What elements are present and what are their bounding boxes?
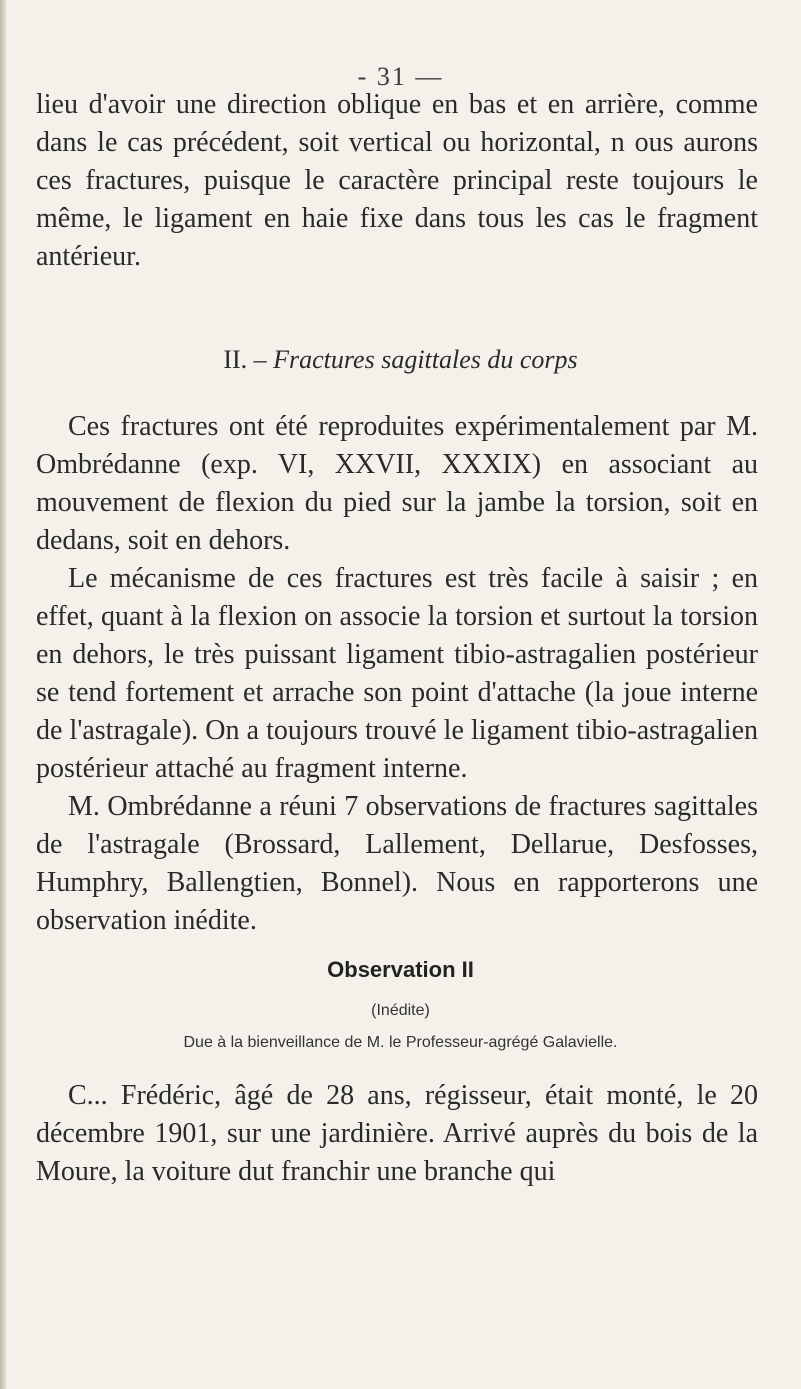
- observation-text-block: [36, 1077, 758, 1191]
- section-number: II. –: [223, 345, 267, 374]
- section-heading: [0, 345, 801, 375]
- page-number: - 31 —: [357, 62, 444, 91]
- paragraph-reproduction: Ces fractures ont été reproduites expérimentalement par M. Ombrédanne (exp. VI, XXVII, XXXIX) en associant au mouvement de flexion du pied sur la jambe la torsion, soit en dedans, soit en dehors.: [36, 411, 758, 556]
- paragraph-continuation: lieu d'avoir une direction oblique en bas et en arrière, comme dans le cas précédent, soit vertical ou horizontal, n ous aurons ces fractures, puisque le caractère principal reste toujours le même, le ligament en haie fixe dans tous les cas le fragment antérieur.: [36, 89, 758, 272]
- top-text-block: [36, 86, 758, 276]
- observation-subtitle: (Inédite): [371, 1002, 430, 1019]
- paragraph-case: C... Frédéric, âgé de 28 ans, régisseur, était monté, le 20 décembre 1901, sur une jardinière. Arrivé auprès du bois de la Moure, la voiture dut franchir une branche qui: [36, 1080, 758, 1187]
- page-edge: [0, 0, 6, 1389]
- section-title: Fractures sagittales du corps: [273, 345, 578, 374]
- paragraph-observations: M. Ombrédanne a réuni 7 observations de fractures sagittales de l'astragale (Brossard, Lallement, Dellarue, Desfosses, Humphry, Ballengtien, Bonnel). Nous en rapporterons une observation inédite.: [36, 791, 758, 936]
- section-text-block: [36, 408, 758, 940]
- observation-credit: Due à la bienveillance de M. le Professeur-agrégé Galavielle.: [183, 1034, 618, 1051]
- observation-title: Observation II: [327, 957, 474, 982]
- paragraph-mechanism: Le mécanisme de ces fractures est très facile à saisir ; en effet, quant à la flexion on associe la torsion et surtout la torsion en dehors, le très puissant ligament tibio-astragalien postérieur se tend fortement et arrache son point d'attache (la joue interne de l'astragale). On a toujours trouvé le ligament tibio-astragalien postérieur attaché au fragment interne.: [36, 563, 758, 784]
